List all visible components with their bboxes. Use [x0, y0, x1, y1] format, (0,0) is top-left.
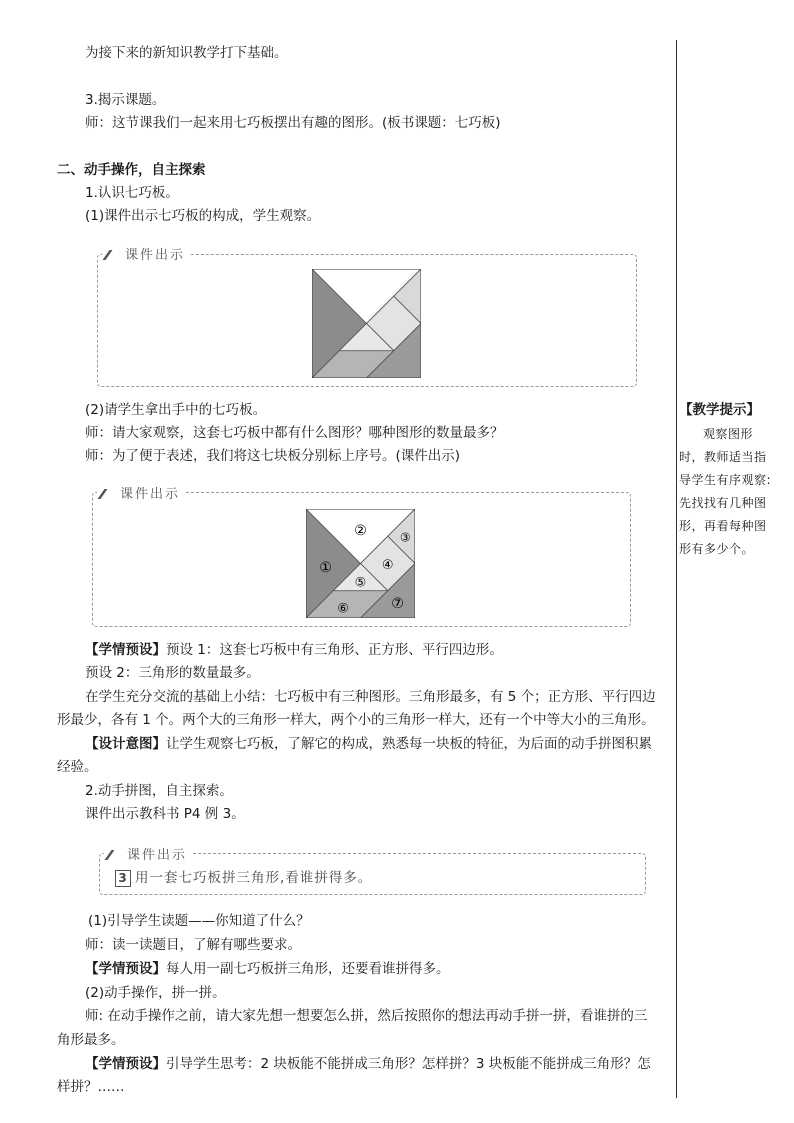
courseware-tag-label: 课件出示 — [127, 848, 188, 863]
piece-label-1: ① — [319, 560, 332, 577]
preset-label: 【学情预设】 — [85, 642, 166, 658]
paragraph-summary-2: 形最少，各有 1 个。两个大的三角形一样大，两个小的三角形一样大，还有一个中等大小的三角形。 — [57, 712, 655, 728]
paragraph-design-intent-2: 经验。 — [57, 759, 98, 775]
paragraph-teacher-1: 师：这节课我们一起来用七巧板摆出有趣的图形。(板书课题：七巧板) — [85, 115, 501, 131]
paragraph-teacher-4: 师：读一读题目，了解有哪些要求。 — [85, 937, 301, 953]
paragraph-preset-4a — [85, 1055, 651, 1073]
example-text: 用一套七巧板拼三角形,看谁拼得多。 — [135, 870, 373, 886]
preset-text: 每人用一副七巧板拼三角形，还要看谁拼得多。 — [166, 961, 450, 977]
paragraph-1-2: (2)请学生拿出手中的七巧板。 — [85, 402, 267, 418]
example-3-line — [115, 869, 372, 887]
piece-label-3: ③ — [399, 530, 411, 545]
paragraph-2-1: (1)引导学生读题——你知道了什么？ — [88, 913, 310, 929]
paragraph-intro: 为接下来的新知识教学打下基础。 — [85, 45, 288, 61]
section-2-heading: 二、动手操作，自主探索 — [57, 162, 206, 178]
sidebar-title: 【教学提示】 — [679, 402, 760, 418]
paragraph-2-2: (2)动手操作，拼一拼。 — [85, 985, 226, 1001]
courseware-tag-label: 课件出示 — [120, 487, 181, 502]
paragraph-preset-2: 预设 2：三角形的数量最多。 — [85, 665, 260, 681]
piece-label-7: ⑦ — [391, 596, 404, 613]
piece-label-5: ⑤ — [354, 575, 367, 591]
courseware-tag-1 — [102, 244, 189, 263]
piece-label-2: ② — [354, 523, 367, 540]
tangram-figure-plain — [312, 269, 421, 378]
piece-label-4: ④ — [381, 557, 394, 573]
pencil-icon — [97, 489, 121, 499]
courseware-tag-2 — [97, 483, 184, 502]
paragraph-preset-1 — [85, 641, 503, 659]
paragraph-2-courseware: 课件出示教科书 P4 例 3。 — [85, 806, 245, 822]
paragraph-design-intent — [85, 735, 652, 753]
preset-text: 引导学生思考：2 块板能不能拼成三角形？怎样拼？3 块板能不能拼成三角形？怎 — [166, 1056, 651, 1072]
pencil-icon — [102, 250, 126, 260]
paragraph-teacher-5a: 师: 在动手操作之前，请大家先想一想要怎么拼，然后按照你的想法再动手拼一拼，看谁拼的三 — [85, 1008, 648, 1024]
sidebar-text: 观察图形时，教师适当指导学生有序观察: 先找找有几种图形，再看每种图形有多少个。 — [679, 427, 772, 556]
paragraph-summary-1: 在学生充分交流的基础上小结：七巧板中有三种图形。三角形最多，有 5 个；正方形、平行四边 — [85, 689, 656, 705]
pencil-icon — [104, 850, 128, 860]
paragraph-reveal-topic: 3.揭示课题。 — [85, 92, 166, 108]
paragraph-1-1: (1)课件出示七巧板的构成，学生观察。 — [85, 208, 321, 224]
example-number-badge: 3 — [115, 870, 131, 887]
design-text: 让学生观察七巧板，了解它的构成，熟悉每一块板的特征，为后面的动手拼图积累 — [166, 736, 652, 752]
courseware-tag-label: 课件出示 — [125, 248, 186, 263]
paragraph-2-title: 2.动手拼图，自主探索。 — [85, 783, 233, 799]
paragraph-preset-4b: 样拼？…… — [57, 1079, 125, 1095]
preset-label: 【学情预设】 — [85, 961, 166, 977]
paragraph-teacher-5b: 角形最多。 — [57, 1032, 125, 1048]
preset-label: 【学情预设】 — [85, 1056, 166, 1072]
paragraph-know-tangram: 1.认识七巧板。 — [85, 185, 179, 201]
paragraph-teacher-2: 师：请大家观察，这套七巧板中都有什么图形？哪种图形的数量最多？ — [85, 425, 504, 441]
margin-divider — [676, 40, 677, 1098]
tangram-figure-numbered — [306, 509, 415, 618]
piece-label-6: ⑥ — [337, 601, 349, 617]
preset-text: 预设 1：这套七巧板中有三角形、正方形、平行四边形。 — [166, 642, 503, 658]
paragraph-preset-3 — [85, 960, 450, 978]
paragraph-teacher-3: 师：为了便于表述，我们将这七块板分别标上序号。(课件出示) — [85, 448, 461, 464]
design-label: 【设计意图】 — [85, 736, 166, 752]
courseware-tag-3 — [104, 844, 191, 863]
